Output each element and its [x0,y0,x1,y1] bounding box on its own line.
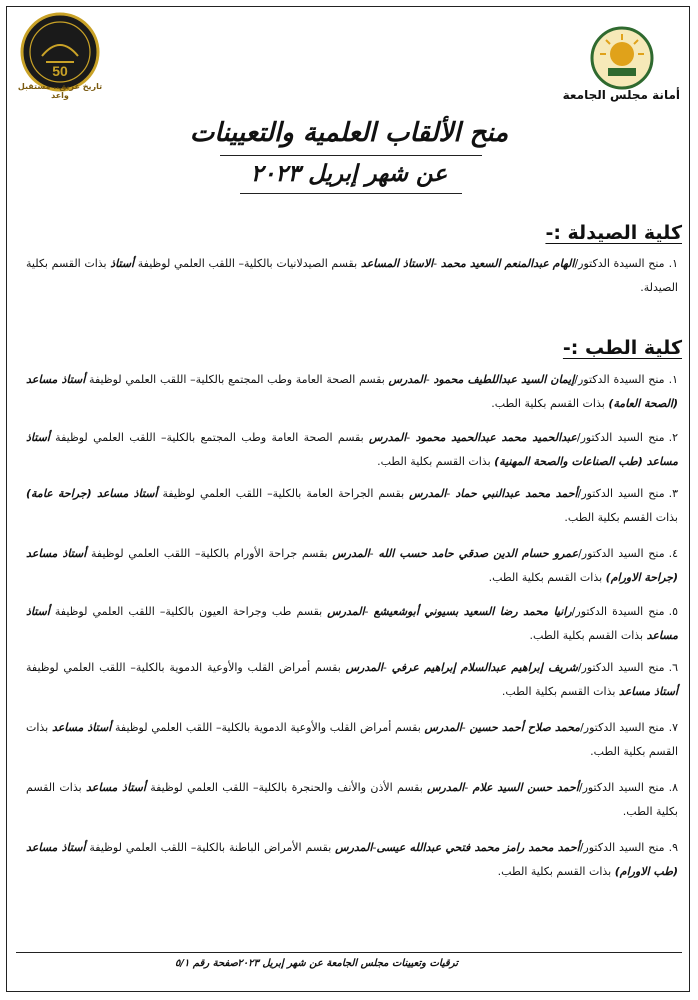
page-number: صفحة رقم ٥/١ [175,958,238,969]
list-item: ٤.منح السيد الدكتور/عمرو حسام الدين صدقي حامد حسب الله -المدرس بقسم جراحة الأورام بالكلية– اللقب العلمي لوظيفة أستاذ مساعد (جراحة الاورام) بذات القسم بكلية الطب. [26,547,679,584]
list-item: ١.منح السيدة الدكتور/الهام عبدالمنعم السعيد محمد -الاستاذ المساعد بقسم الصيدلانيات بالكلية– اللقب العلمي لوظيفة أستاذ بذات القسم بكلية الصيدلة. [26,257,678,294]
list-item: ٣.منح السيد الدكتور/أحمد محمد عبدالنبي حماد -المدرس بقسم الجراحة العامة بالكلية– اللقب العلمي لوظيفة أستاذ مساعد (جراحة عامة) بذات القسم بكلية الطب. [26,487,679,524]
document-subtitle: عن شهر إبريل ٢٠٢٣ [250,160,448,187]
section-heading-medicine: كلية الطب :- [562,337,682,359]
document-title: منح الألقاب العلمية والتعيينات [189,118,509,148]
list-item: ١.منح السيدة الدكتور/إيمان السيد عبداللطيف محمود -المدرس بقسم الصحة العامة وطب المجتمع بالكلية– اللقب العلمي لوظيفة أستاذ مساعد (الصحة العامة) بذات القسم بكلية الطب. [26,373,678,410]
university-logo [590,26,654,90]
subtitle-underline [240,193,462,194]
svg-text:50: 50 [52,63,68,79]
list-item: ٥.منح السيدة الدكتور/رانيا محمد رضا السعيد بسيوني أبوشعيشع -المدرس بقسم طب وجراحة العيون بالكلية– اللقب العلمي لوظيفة أستاذ مساعد بذات القسم بكلية الطب. [26,605,678,642]
list-item: ٨.منح السيد الدكتور/أحمد حسن السيد علام -المدرس بقسم الأذن والأنف والحنجرة بالكلية– اللقب العلمي لوظيفة أستاذ مساعد بذات القسم بكلية الطب. [26,781,678,818]
list-item: ٩.منح السيد الدكتور/أحمد محمد رامز محمد فتحي عبدالله عيسى-المدرس بقسم الأمراض الباطنة بالكلية– اللقب العلمي لوظيفة أستاذ مساعد (طب الاورام) بذات القسم بكلية الطب. [26,841,678,878]
section-heading-pharmacy: كلية الصيدلة :- [545,222,682,244]
list-item: ٦.منح السيد الدكتور/شريف إبراهيم عبدالسلام إبراهيم عرفي -المدرس بقسم أمراض القلب والأوعية الدموية بالكلية– اللقب العلمي لوظيفة أستاذ مساعد بذات القسم بكلية الطب. [26,661,678,698]
footer-rule [16,952,682,953]
footer-caption: ترقيات وتعيينات مجلس الجامعة عن شهر إبريل ٢٠٢٣ [237,958,458,969]
seal-caption: تاريخ عريق.. مستقبل واعد [17,82,103,100]
list-item: ٧.منح السيد الدكتور/محمد صلاح أحمد حسين -المدرس بقسم أمراض القلب والأوعية الدموية بالكلية– اللقب العلمي لوظيفة أستاذ مساعد بذات القسم بكلية الطب. [26,721,678,758]
title-underline [220,155,482,156]
anniversary-seal-logo [20,12,100,92]
list-item: ٢.منح السيد الدكتور/عبدالحميد محمد عبدالحميد محمود -المدرس بقسم الصحة العامة وطب المجتمع بالكلية– اللقب العلمي لوظيفة أستاذ مساعد (طب الصناعات والصحة المهنية) بذات القسم بكلية الطب. [26,431,678,468]
council-secretariat-label: أمانة مجلس الجامعة [562,88,680,102]
